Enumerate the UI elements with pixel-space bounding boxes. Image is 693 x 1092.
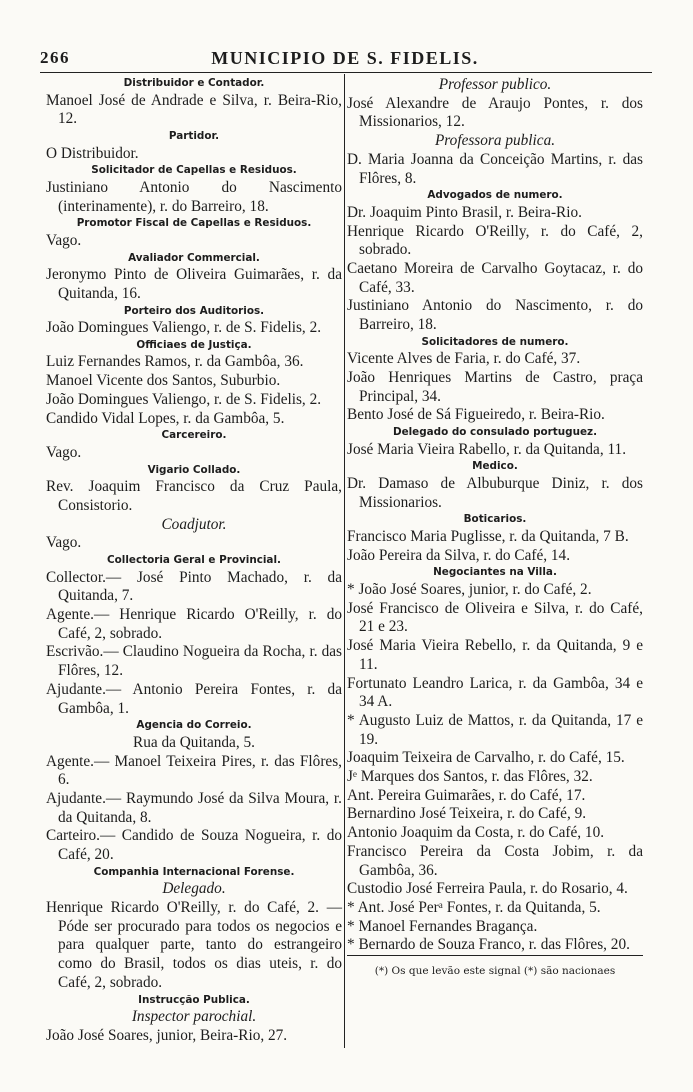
directory-entry: João Domingues Valiengo, r. de S. Fidelis, 2. (46, 390, 322, 408)
directory-entry: José Maria Vieira Rebello, r. da Quitanda, 9 e 11. (347, 637, 643, 673)
directory-entry: Ajudante.— Raymundo José da Silva Moura, r. da Quitanda, 8. (46, 789, 342, 826)
directory-entry: Carteiro.— Candido de Souza Nogueira, r. do Café, 20. (46, 827, 342, 864)
section-heading: Negociantes na Villa. (433, 566, 557, 579)
directory-entry: José Alexandre de Araujo Pontes, r. dos Missionarios, 12. (347, 94, 643, 131)
directory-entry: Agente.— Manoel Teixeira Pires, r. das Flôres, 6. (46, 752, 342, 789)
directory-entry: * Manoel Fernandes Bragança. (347, 917, 538, 935)
subheading: Delegado. (162, 880, 226, 898)
directory-entry: * Bernardo de Souza Franco, r. das Flôres, 20. (347, 936, 630, 954)
header-rule (40, 72, 652, 73)
directory-entry: Francisco Pereira da Costa Jobim, r. da Gambôa, 36. (347, 842, 643, 879)
section-heading: Boticarios. (463, 513, 527, 526)
directory-entry: Manoel Vicente dos Santos, Suburbio. (46, 372, 281, 390)
section-heading: Delegado do consulado portuguez. (392, 426, 598, 439)
subheading: Inspector parochial. (131, 1008, 257, 1026)
directory-entry: Francisco Maria Puglisse, r. da Quitanda, 7 B. (347, 528, 629, 546)
left-column (46, 76, 342, 1046)
page-title: MUNICIPIO DE S. FIDELIS. (211, 48, 479, 68)
page-number: 266 (40, 48, 70, 67)
directory-entry: Custodio José Ferreira Paula, r. do Rosario, 4. (347, 880, 628, 898)
directory-entry: Vicente Alves de Faria, r. do Café, 37. (347, 350, 581, 368)
directory-entry: Rev. Joaquim Francisco da Cruz Paula, Consistorio. (46, 478, 342, 514)
directory-entry: Manoel José de Andrade e Silva, r. Beira-Rio, 12. (46, 91, 342, 128)
directory-entry: Ant. Pereira Guimarães, r. do Café, 17. (347, 786, 586, 804)
directory-entry: João José Soares, junior, Beira-Rio, 27. (46, 1026, 288, 1044)
directory-entry: João Domingues Valiengo, r. de S. Fidelis, 2. (46, 319, 322, 337)
section-heading: Solicitadores de numero. (421, 335, 569, 348)
plain-entry: O Distribuidor. (46, 144, 139, 162)
section-heading: Vigario Collado. (147, 463, 241, 476)
directory-entry: * Ant. José Perᵃ Fontes, r. da Quitanda, 5. (347, 898, 601, 916)
directory-entry: Antonio Joaquim da Costa, r. do Café, 10. (347, 824, 605, 842)
directory-entry: Ajudante.— Antonio Pereira Fontes, r. da Gambôa, 1. (46, 680, 342, 717)
directory-entry: Dr. Joaquim Pinto Brasil, r. Beira-Rio. (347, 203, 582, 221)
directory-entry: Bernardino José Teixeira, r. do Café, 9. (347, 805, 587, 823)
directory-entry: * João José Soares, junior, r. do Café, 2. (347, 581, 592, 599)
subheading: Professor publico. (438, 76, 552, 93)
section-heading: Instrucção Publica. (138, 993, 250, 1006)
directory-entry: João Pereira da Silva, r. do Café, 14. (347, 546, 571, 564)
directory-entry: José Francisco de Oliveira e Silva, r. do Café, 21 e 23. (347, 599, 643, 636)
section-heading: Promotor Fiscal de Capellas e Residuos. (76, 217, 312, 230)
directory-entry: Agente.— Henrique Ricardo O'Reilly, r. do Café, 2, sobrado. (46, 606, 342, 642)
section-heading: Advogados de numero. (427, 189, 563, 202)
column-divider (344, 74, 345, 1048)
section-heading: Distribuidor e Contador. (123, 77, 265, 89)
directory-entry: Candido Vidal Lopes, r. da Gambôa, 5. (46, 409, 285, 427)
footnote: (*) Os que levão este signal (*) são nacionaes (374, 965, 616, 978)
directory-entry: Justiniano Antonio do Nascimento, r. do Barreiro, 18. (347, 297, 643, 334)
directory-entry: Fortunato Leandro Larica, r. da Gambôa, 34 e 34 A. (347, 674, 643, 711)
page-header (40, 48, 650, 70)
section-heading: Carcereiro. (161, 429, 227, 442)
section-heading: Porteiro dos Auditorios. (123, 304, 265, 317)
section-heading: Partidor. (168, 130, 220, 142)
directory-entry: Collector.— José Pinto Machado, r. da Quitanda, 7. (46, 568, 342, 605)
directory-entry: Luiz Fernandes Ramos, r. da Gambôa, 36. (46, 353, 304, 371)
subheading: Professora publica. (434, 132, 556, 150)
directory-entry: * Augusto Luiz de Mattos, r. da Quitanda, 17 e 19. (347, 711, 643, 748)
directory-entry: Jeronymo Pinto de Oliveira Guimarães, r. da Quitanda, 16. (46, 266, 342, 302)
section-heading: Agencia do Correio. (136, 719, 252, 732)
plain-entry: Vago. (46, 231, 82, 249)
right-column (347, 76, 643, 981)
directory-entry: Justiniano Antonio do Nascimento (interinamente), r. do Barreiro, 18. (46, 178, 342, 215)
subheading: Coadjutor. (161, 515, 227, 533)
section-heading: Companhia Internacional Forense. (93, 865, 295, 878)
directory-entry: Dr. Damaso de Albuburque Diniz, r. dos Missionarios. (347, 475, 643, 511)
section-heading: Avaliador Commercial. (128, 251, 260, 264)
directory-entry: Caetano Moreira de Carvalho Goytacaz, r. do Café, 33. (347, 259, 643, 296)
plain-entry: Vago. (46, 534, 82, 552)
directory-entry: Bento José de Sá Figueiredo, r. Beira-Rio. (347, 406, 605, 424)
directory-entry: Henrique Ricardo O'Reilly, r. do Café, 2. —Póde ser procurado para todos os negocios e para qualquer parte, tanto do estrangeiro como do Brasil, todos os dias uteis, r. do Café, 2, sobrado. (46, 899, 342, 991)
section-heading: Officiaes de Justiça. (136, 338, 252, 351)
section-heading: Collectoria Geral e Provincial. (107, 554, 281, 566)
directory-entry: José Maria Vieira Rabello, r. da Quitanda, 11. (347, 440, 627, 458)
directory-entry: D. Maria Joanna da Conceição Martins, r. das Flôres, 8. (347, 150, 643, 187)
centered-entry: Rua da Quitanda, 5. (133, 733, 255, 751)
directory-entry: João Henriques Martins de Castro, praça Principal, 34. (347, 369, 643, 405)
directory-entry: Henrique Ricardo O'Reilly, r. do Café, 2, sobrado. (347, 222, 643, 259)
directory-entry: Escrivão.— Claudino Nogueira da Rocha, r. das Flôres, 12. (46, 643, 342, 680)
plain-entry: Vago. (46, 443, 82, 461)
section-heading: Medico. (472, 460, 518, 473)
directory-entry: Jᵉ Marques dos Santos, r. das Flôres, 32. (347, 768, 593, 786)
directory-entry: Joaquim Teixeira de Carvalho, r. do Café, 15. (347, 749, 625, 767)
section-heading: Solicitador de Capellas e Residuos. (91, 164, 297, 177)
